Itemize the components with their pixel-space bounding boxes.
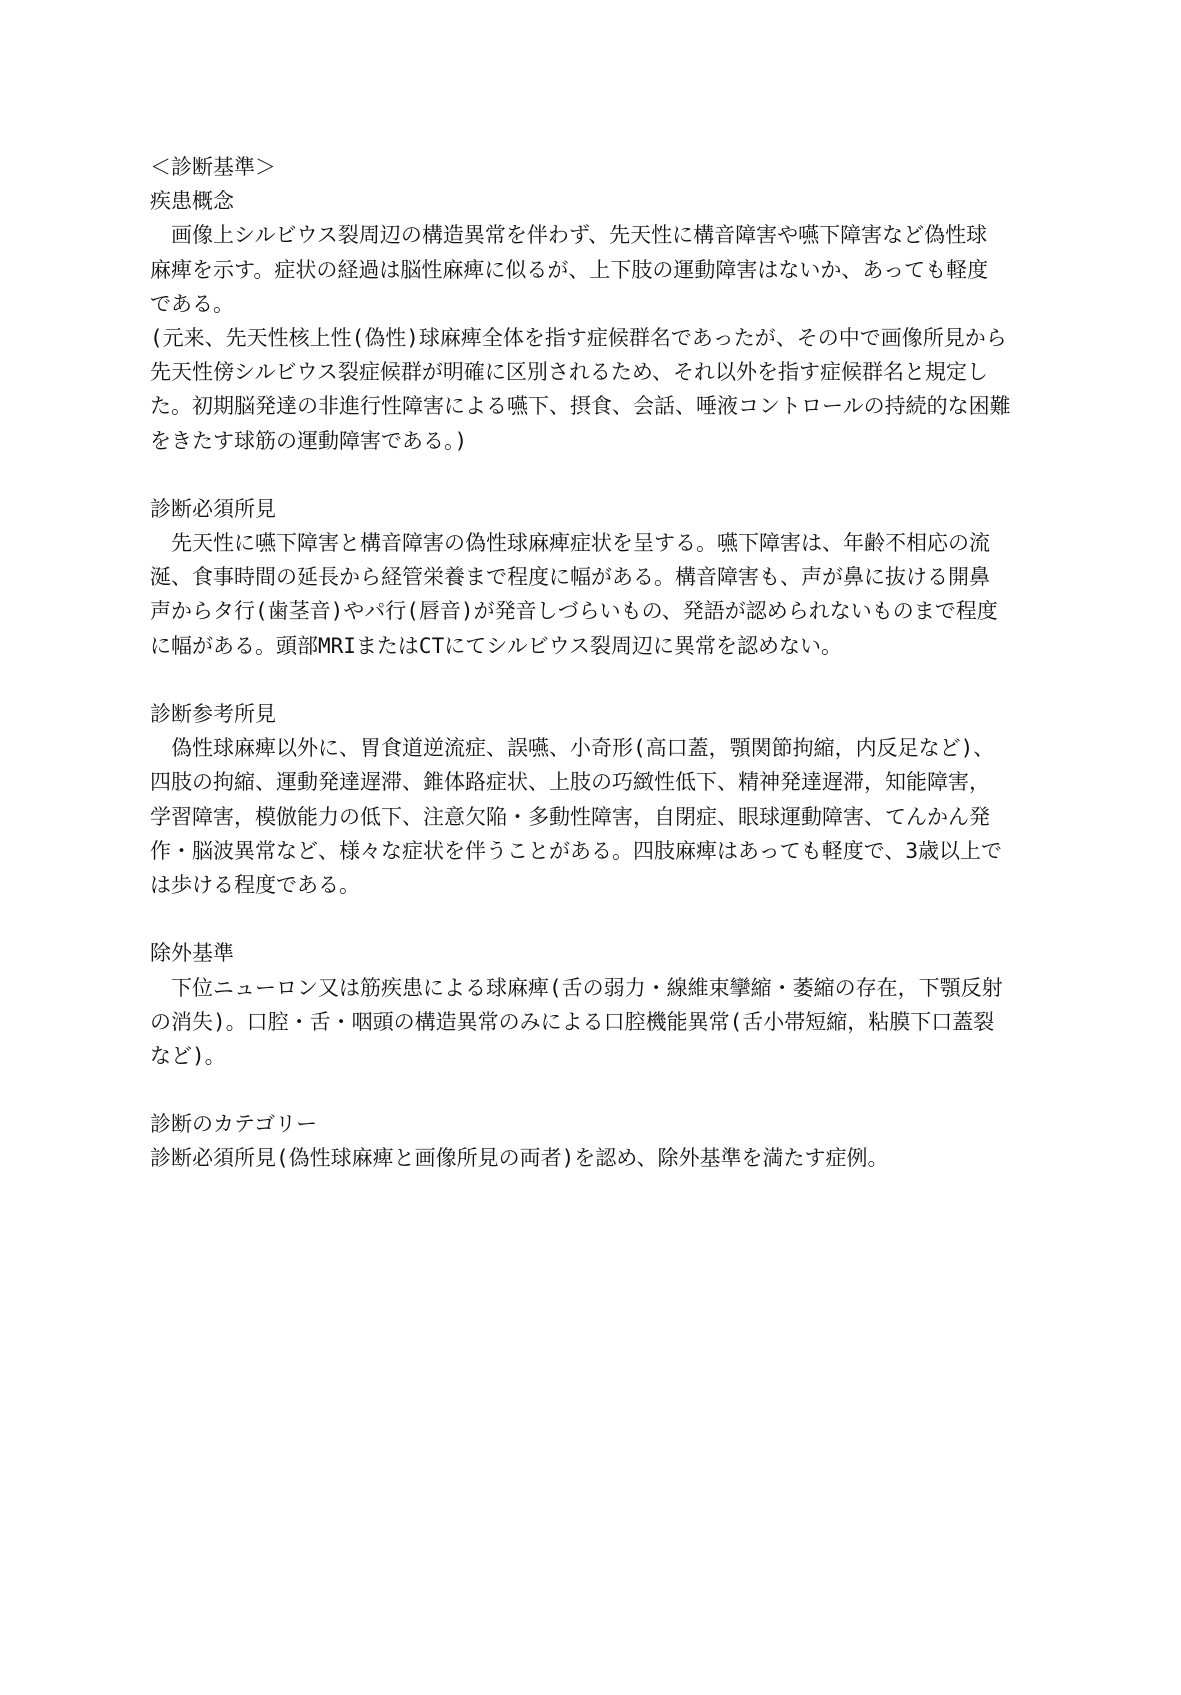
section-heading: 疾患概念 — [150, 189, 234, 214]
body-line: である。 — [150, 291, 234, 316]
section — [150, 936, 1040, 1073]
section-gap — [150, 458, 1040, 492]
document-title: ＜診断基準＞ — [150, 155, 276, 179]
body-line: 画像上シルビウス裂周辺の構造異常を伴わず、先天性に構音障害や嚥下障害など偽性球 — [150, 223, 988, 248]
section-heading: 診断のカテゴリー — [150, 1112, 318, 1137]
section-gap — [150, 663, 1040, 697]
body-line: 四肢の拘縮、運動発達遅滞、錐体路症状、上肢の巧緻性低下、精神発達遅滞，知能障害， — [150, 770, 990, 795]
body-line: など)。 — [150, 1043, 226, 1068]
body-line: は歩ける程度である。 — [150, 872, 360, 897]
body-line: 下位ニューロン又は筋疾患による球麻痺(舌の弱力・線維束攣縮・萎縮の存在，下顎反射 — [150, 975, 1003, 1000]
body-line: 偽性球麻痺以外に、胃食道逆流症、誤嚥、小奇形(高口蓋，顎関節拘縮，内反足など)、 — [150, 736, 995, 761]
body-line: をきたす球筋の運動障害である。) — [150, 428, 468, 453]
sections — [150, 184, 1040, 1175]
section-gap — [150, 1073, 1040, 1107]
section-gap — [150, 902, 1040, 936]
body-line: の消失)。口腔・舌・咽頭の構造異常のみによる口腔機能異常(舌小帯短縮，粘膜下口蓋裂 — [150, 1009, 995, 1034]
section — [150, 1107, 1040, 1175]
section-heading: 診断必須所見 — [150, 496, 276, 521]
body-line: 声からタ行(歯茎音)やパ行(唇音)が発音しづらいもの、発語が認められないものまで程度 — [150, 599, 998, 624]
section — [150, 492, 1040, 663]
body-line: 学習障害，模倣能力の低下、注意欠陥・多動性障害，自閉症、眼球運動障害、てんかん発 — [150, 804, 990, 829]
body-line: 麻痺を示す。症状の経過は脳性麻痺に似るが、上下肢の運動障害はないか、あっても軽度 — [150, 257, 989, 282]
body-line: に幅がある。頭部MRIまたはCTにてシルビウス裂周辺に異常を認めない。 — [150, 633, 843, 658]
body-line: 先天性傍シルビウス裂症候群が明確に区別されるため、それ以外を指す症候群名と規定し — [150, 360, 989, 385]
body-line: 診断必須所見(偽性球麻痺と画像所見の両者)を認め、除外基準を満たす症例。 — [150, 1146, 889, 1171]
body-line: 涎、食事時間の延長から経管栄養まで程度に幅がある。構音障害も、声が鼻に抜ける開鼻 — [150, 565, 990, 590]
section-heading: 診断参考所見 — [150, 702, 276, 726]
body-line: 作・脳波異常など、様々な症状を伴うことがある。四肢麻痺はあっても軽度で、3歳以上で — [150, 838, 1003, 863]
body-line: 先天性に嚥下障害と構音障害の偽性球麻痺症状を呈する。嚥下障害は、年齢不相応の流 — [150, 531, 990, 556]
section — [150, 697, 1040, 902]
section — [150, 184, 1040, 458]
document-page — [150, 150, 1040, 1176]
body-line: (元来、先天性核上性(偽性)球麻痺全体を指す症候群名であったが、その中で画像所見から — [150, 325, 1007, 350]
section-heading: 除外基準 — [150, 941, 234, 966]
body-line: た。初期脳発達の非進行性障害による嚥下、摂食、会話、唾液コントロールの持続的な困難 — [150, 394, 1011, 419]
